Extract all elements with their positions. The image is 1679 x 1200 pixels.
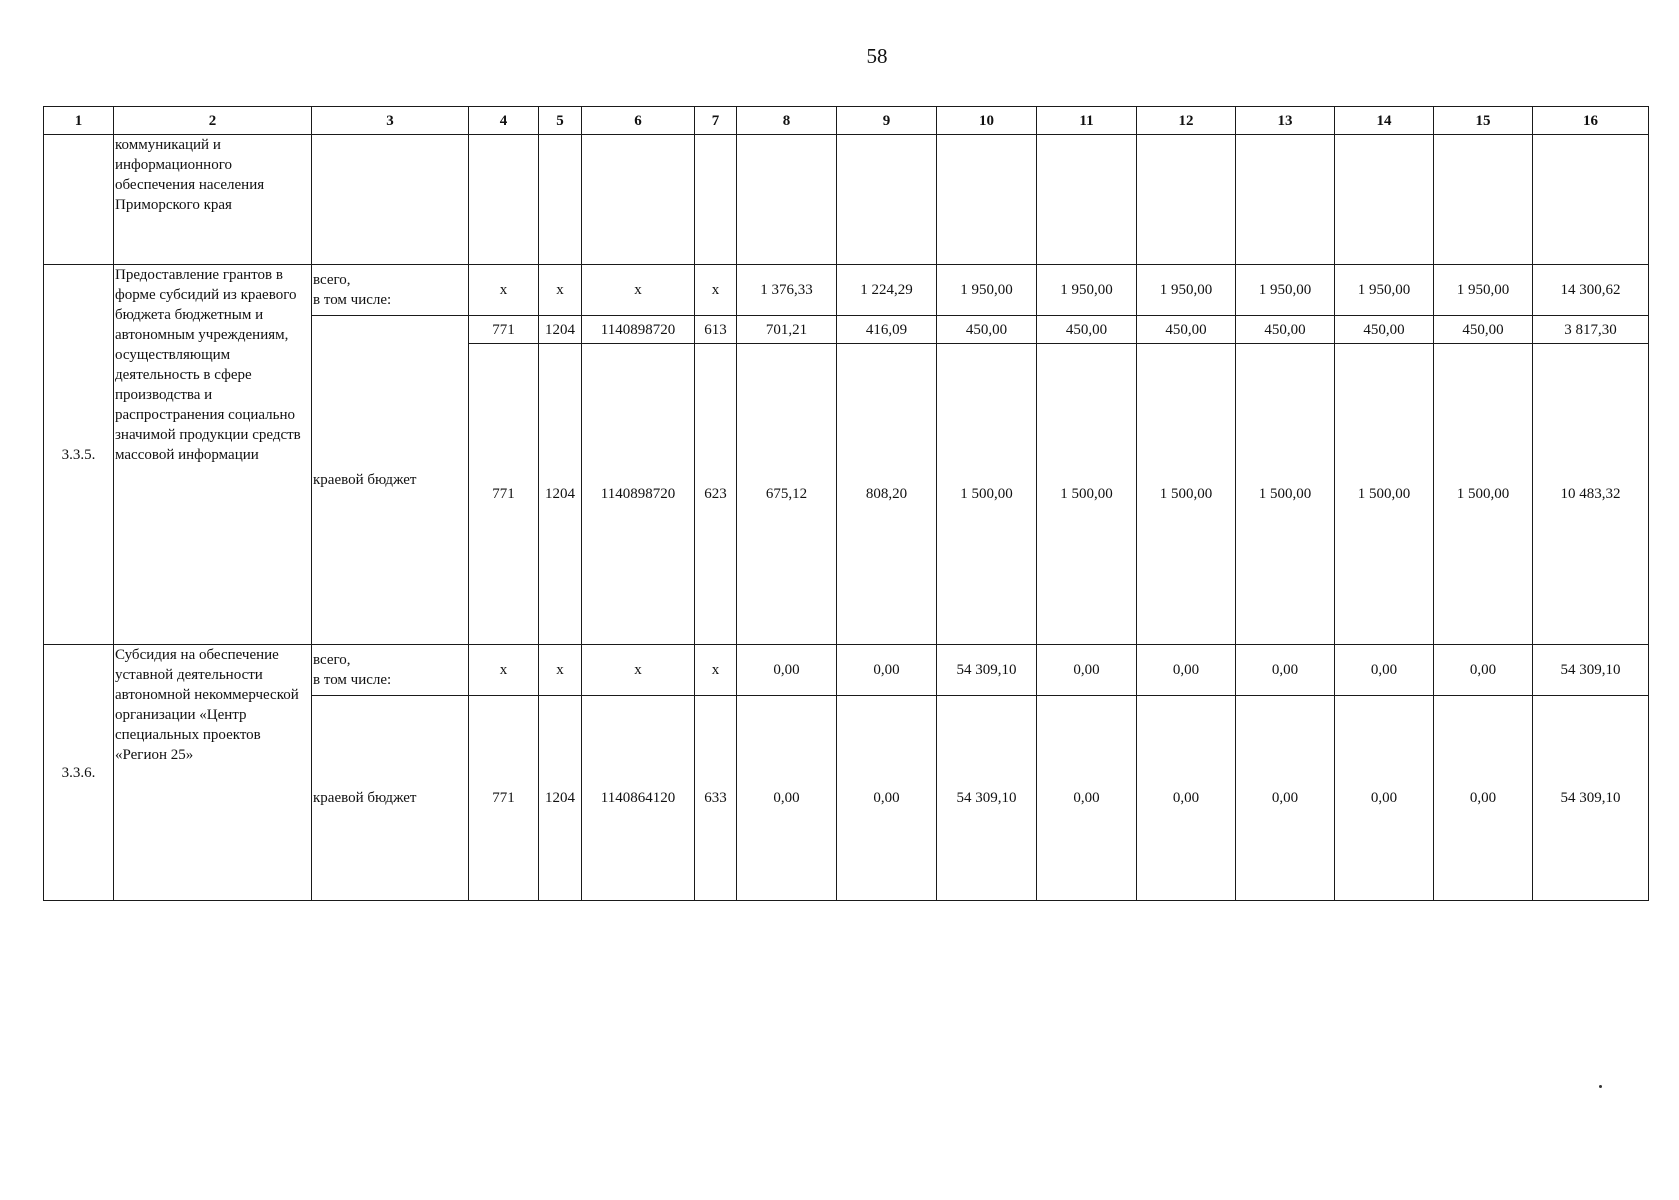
table-cell: 1204	[539, 696, 582, 901]
header-cell: 13	[1236, 107, 1335, 135]
table-row	[44, 645, 1649, 696]
source-regional-budget: краевой бюджет	[312, 316, 469, 645]
table-cell: 0,00	[1137, 645, 1236, 696]
table-cell: 54 309,10	[1533, 645, 1649, 696]
table-cell: 1 950,00	[1137, 265, 1236, 316]
table-cell: 0,00	[1037, 696, 1137, 901]
continuation-row	[44, 135, 1649, 265]
table-cell: 1140898720	[582, 316, 695, 344]
header-cell: 9	[837, 107, 937, 135]
table-cell: 1 950,00	[1335, 265, 1434, 316]
table-cell: 0,00	[1137, 696, 1236, 901]
table-cell: 1 950,00	[1236, 265, 1335, 316]
table-cell: 14 300,62	[1533, 265, 1649, 316]
table-cell: x	[695, 645, 737, 696]
header-cell: 11	[1037, 107, 1137, 135]
table-cell: 771	[469, 316, 539, 344]
header-cell: 7	[695, 107, 737, 135]
table-cell: x	[539, 645, 582, 696]
table-cell: 1 950,00	[937, 265, 1037, 316]
item-name: коммуникаций и информационного обеспечения населения Приморского края	[114, 135, 312, 265]
table-cell: 771	[469, 696, 539, 901]
table-cell: x	[695, 265, 737, 316]
source-regional-budget: краевой бюджет	[312, 696, 469, 901]
table-cell: 0,00	[837, 645, 937, 696]
table-cell: 450,00	[1434, 316, 1533, 344]
table-cell: 54 309,10	[937, 645, 1037, 696]
table-cell: 613	[695, 316, 737, 344]
table-cell: 450,00	[1037, 316, 1137, 344]
table-cell: 0,00	[1434, 696, 1533, 901]
table-cell: x	[469, 265, 539, 316]
table-cell: 54 309,10	[937, 696, 1037, 901]
table-cell: 0,00	[1236, 696, 1335, 901]
table-cell: 771	[469, 344, 539, 645]
header-cell: 3	[312, 107, 469, 135]
table-cell: 0,00	[1434, 645, 1533, 696]
budget-table	[43, 106, 1649, 901]
header-cell: 14	[1335, 107, 1434, 135]
table-cell: 675,12	[737, 344, 837, 645]
table-cell: 1 500,00	[937, 344, 1037, 645]
stray-dot	[1599, 1085, 1602, 1088]
table-cell: 450,00	[1236, 316, 1335, 344]
table-cell: x	[539, 265, 582, 316]
item-code: 3.3.6.	[44, 645, 114, 901]
header-cell: 12	[1137, 107, 1236, 135]
header-cell: 15	[1434, 107, 1533, 135]
table-cell: 0,00	[1236, 645, 1335, 696]
table-cell: 1 376,33	[737, 265, 837, 316]
header-cell: 1	[44, 107, 114, 135]
table-cell: 1 500,00	[1335, 344, 1434, 645]
table-cell: 0,00	[1037, 645, 1137, 696]
table-cell: 1 500,00	[1434, 344, 1533, 645]
table-cell: 416,09	[837, 316, 937, 344]
header-cell: 16	[1533, 107, 1649, 135]
header-cell: 8	[737, 107, 837, 135]
table-cell: 808,20	[837, 344, 937, 645]
table-cell: 0,00	[737, 696, 837, 901]
table-cell: 450,00	[937, 316, 1037, 344]
table-cell: 701,21	[737, 316, 837, 344]
table-cell: x	[582, 265, 695, 316]
table-cell: 1 500,00	[1236, 344, 1335, 645]
table-cell: 0,00	[737, 645, 837, 696]
table-cell: 1 950,00	[1434, 265, 1533, 316]
table-cell: 1 500,00	[1037, 344, 1137, 645]
header-cell: 4	[469, 107, 539, 135]
header-cell: 5	[539, 107, 582, 135]
table-cell: 633	[695, 696, 737, 901]
page-number: 58	[866, 44, 888, 68]
table-cell: 0,00	[1335, 645, 1434, 696]
table-cell: 1 224,29	[837, 265, 937, 316]
table-cell: 1 950,00	[1037, 265, 1137, 316]
table-cell: 0,00	[837, 696, 937, 901]
header-cell: 6	[582, 107, 695, 135]
item-code: 3.3.5.	[44, 265, 114, 645]
table-cell: 54 309,10	[1533, 696, 1649, 901]
table-cell: 450,00	[1137, 316, 1236, 344]
table-row	[44, 265, 1649, 316]
item-name: Предоставление грантов в форме субсидий из краевого бюджета бюджетным и автономным учреждениям, осуществляющим деятельность в сфере производства и распространения социально значимой продукции средств массовой информации	[114, 265, 312, 645]
table-cell: x	[469, 645, 539, 696]
header-cell: 2	[114, 107, 312, 135]
source-total: всего, в том числе:	[312, 645, 469, 696]
table-cell: 1 500,00	[1137, 344, 1236, 645]
table-cell: 3 817,30	[1533, 316, 1649, 344]
header-cell: 10	[937, 107, 1037, 135]
source-total: всего, в том числе:	[312, 265, 469, 316]
table-cell: 1140898720	[582, 344, 695, 645]
table-cell: 623	[695, 344, 737, 645]
table-cell: 0,00	[1335, 696, 1434, 901]
table-cell: 450,00	[1335, 316, 1434, 344]
table-cell: 10 483,32	[1533, 344, 1649, 645]
header-row	[44, 107, 1649, 135]
table-cell: 1204	[539, 344, 582, 645]
item-name: Субсидия на обеспечение уставной деятельности автономной некоммерческой организации «Центр специальных проектов «Регион 25»	[114, 645, 312, 901]
table-cell: 1140864120	[582, 696, 695, 901]
table-cell: 1204	[539, 316, 582, 344]
table-cell: x	[582, 645, 695, 696]
